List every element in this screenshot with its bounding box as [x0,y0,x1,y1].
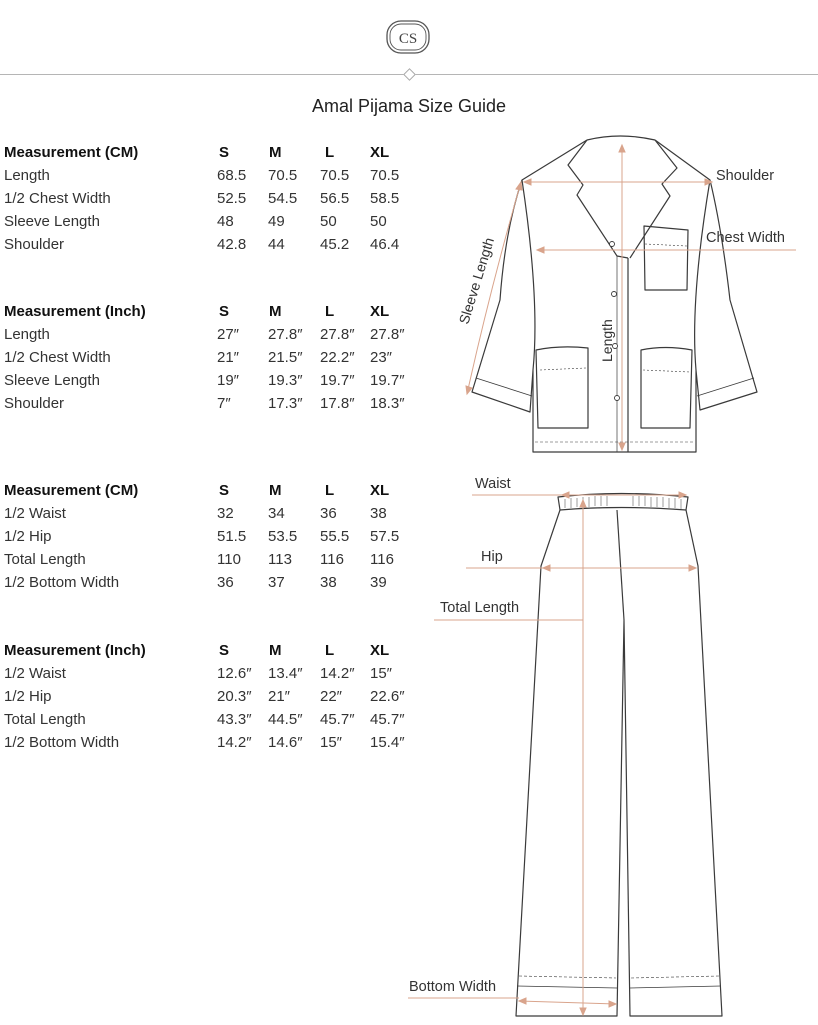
cell-m: 19.3″ [268,372,303,389]
cell-xl: 45.7″ [370,711,405,728]
cell-s: 14.2″ [217,734,252,751]
cell-s: 7″ [217,395,231,412]
header-size-xl: XL [370,642,390,659]
row-label: Shoulder [4,395,65,412]
cell-l: 15″ [320,734,342,751]
row-label: Total Length [4,711,86,728]
label-chest-width: Chest Width [706,230,785,246]
header-size-s: S [219,482,230,499]
header-size-xl: XL [370,482,390,499]
label-waist: Waist [475,476,511,492]
pants-illustration [516,494,722,1017]
cell-s: 68.5 [217,167,247,184]
cell-s: 42.8 [217,236,247,253]
cell-l: 45.7″ [320,711,355,728]
cell-l: 38 [320,574,337,591]
row-label: Sleeve Length [4,213,100,230]
row-label: 1/2 Hip [4,528,52,545]
cell-m: 17.3″ [268,395,303,412]
label-bottom-width: Bottom Width [409,979,497,995]
row-label: Length [4,167,50,184]
cell-xl: 70.5 [370,167,400,184]
label-sleeve-length: Sleeve Length [455,235,498,326]
cell-s: 52.5 [217,190,247,207]
cell-xl: 46.4 [370,236,400,253]
cell-m: 13.4″ [268,665,303,682]
cell-xl: 27.8″ [370,326,405,343]
cell-s: 51.5 [217,528,247,545]
cell-xl: 15.4″ [370,734,405,751]
cell-xl: 19.7″ [370,372,405,389]
cell-m: 21″ [268,688,290,705]
cell-m: 54.5 [268,190,298,207]
cell-xl: 23″ [370,349,392,366]
header-measurement: Measurement (CM) [4,144,139,161]
row-label: Length [4,326,50,343]
header-size-m: M [269,303,282,320]
cell-l: 22″ [320,688,342,705]
label-hip: Hip [481,549,503,565]
header-size-xl: XL [370,144,390,161]
cell-s: 21″ [217,349,239,366]
cell-s: 27″ [217,326,239,343]
header-size-l: L [325,303,335,320]
cell-l: 14.2″ [320,665,355,682]
row-label: 1/2 Hip [4,688,52,705]
header-size-l: L [325,482,335,499]
cell-l: 22.2″ [320,349,355,366]
cell-m: 27.8″ [268,326,303,343]
cell-xl: 116 [370,551,394,568]
pants-measure-lines [408,492,696,1015]
row-label: Sleeve Length [4,372,100,389]
cell-m: 21.5″ [268,349,303,366]
header-size-l: L [325,642,335,659]
header-size-m: M [269,642,282,659]
header-size-xl: XL [370,303,390,320]
label-length: Length [599,319,615,362]
cell-xl: 57.5 [370,528,400,545]
header-measurement: Measurement (Inch) [4,303,146,320]
header-measurement: Measurement (CM) [4,482,139,499]
shirt-measure-lines [466,145,796,450]
cell-m: 37 [268,574,285,591]
cell-m: 70.5 [268,167,298,184]
cell-s: 12.6″ [217,665,252,682]
cell-m: 34 [268,505,285,522]
header-size-s: S [219,642,230,659]
cell-xl: 18.3″ [370,395,405,412]
header-size-l: L [325,144,335,161]
cell-xl: 39 [370,574,387,591]
cell-s: 110 [217,551,241,568]
cell-m: 53.5 [268,528,298,545]
cell-xl: 15″ [370,665,392,682]
logo-text: CS [398,31,418,47]
cell-l: 56.5 [320,190,350,207]
cell-s: 48 [217,213,234,230]
cell-m: 44.5″ [268,711,303,728]
row-label: 1/2 Waist [4,665,66,682]
cell-l: 27.8″ [320,326,355,343]
cell-m: 49 [268,213,285,230]
row-label: 1/2 Bottom Width [4,574,120,591]
row-label: 1/2 Chest Width [4,190,111,207]
cell-l: 55.5 [320,528,350,545]
cell-s: 19″ [217,372,239,389]
header-size-s: S [219,144,230,161]
cell-xl: 58.5 [370,190,400,207]
header-size-m: M [269,144,282,161]
cell-l: 36 [320,505,337,522]
cell-xl: 50 [370,213,387,230]
cell-xl: 22.6″ [370,688,405,705]
row-label: 1/2 Chest Width [4,349,111,366]
cell-s: 32 [217,505,234,522]
cell-l: 19.7″ [320,372,355,389]
cell-l: 50 [320,213,337,230]
cell-l: 116 [320,551,344,568]
cell-m: 44 [268,236,285,253]
row-label: Total Length [4,551,86,568]
cell-m: 113 [268,551,292,568]
cell-xl: 38 [370,505,387,522]
cell-l: 17.8″ [320,395,355,412]
cell-s: 20.3″ [217,688,252,705]
header-size-m: M [269,482,282,499]
row-label: 1/2 Waist [4,505,66,522]
cell-m: 14.6″ [268,734,303,751]
page-title: Amal Pijama Size Guide [311,96,507,116]
cell-s: 36 [217,574,234,591]
header-size-s: S [219,303,230,320]
cell-l: 70.5 [320,167,350,184]
cell-s: 43.3″ [217,711,252,728]
header-measurement: Measurement (Inch) [4,642,146,659]
cell-l: 45.2 [320,236,350,253]
row-label: 1/2 Bottom Width [4,734,120,751]
label-shoulder: Shoulder [716,168,775,184]
row-label: Shoulder [4,236,65,253]
label-total-length: Total Length [440,600,520,616]
